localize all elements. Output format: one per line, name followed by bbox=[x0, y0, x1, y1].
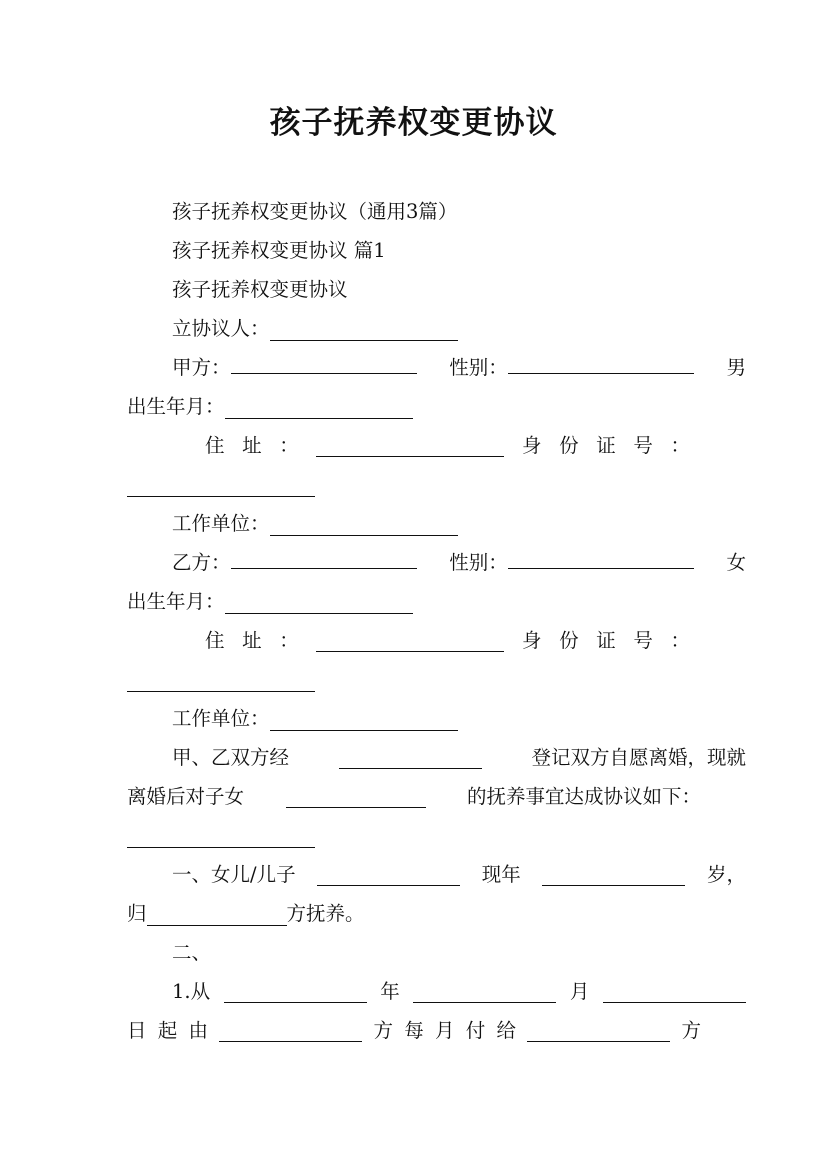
party-a-name-blank[interactable] bbox=[231, 351, 417, 374]
party-b-gender-blank[interactable] bbox=[508, 546, 694, 569]
party-b-birth-blank[interactable] bbox=[225, 591, 413, 614]
party-b-work-label: 工作单位： bbox=[172, 707, 270, 730]
address-char: 址 bbox=[242, 434, 262, 457]
party-a-birth-blank[interactable] bbox=[225, 396, 413, 419]
children-line bbox=[127, 777, 701, 816]
clause-2-1-text: 给 bbox=[496, 1019, 516, 1042]
agreement-heading-text: 孩子抚养权变更协议 bbox=[172, 278, 348, 301]
clause-2-1-text: 由 bbox=[188, 1019, 209, 1042]
child-name-blank[interactable] bbox=[317, 863, 460, 886]
party-a-gender-label: 性别： bbox=[449, 356, 508, 379]
clause-2-1-text: 起 bbox=[157, 1019, 178, 1042]
section-heading-text: 孩子抚养权变更协议 篇1 bbox=[172, 239, 386, 262]
registration-text: 登记双方自愿离婚，现就 bbox=[531, 746, 746, 769]
colon-text: ： bbox=[670, 629, 690, 652]
party-b-id-line bbox=[127, 660, 701, 699]
party-b-line bbox=[127, 543, 746, 582]
party-a-line bbox=[127, 348, 746, 387]
clause-2-1-text: 付 bbox=[465, 1019, 486, 1042]
clause-1-continue-line bbox=[127, 894, 701, 933]
party-b-work-blank[interactable] bbox=[270, 708, 458, 731]
party-b-address-line bbox=[205, 621, 690, 660]
address-char: 住 bbox=[205, 629, 225, 652]
child-age-blank[interactable] bbox=[542, 863, 685, 886]
children-text: 的抚养事宜达成协议如下： bbox=[466, 785, 701, 808]
clause-2-line bbox=[127, 933, 746, 972]
id-char: 证 bbox=[596, 629, 616, 652]
id-char: 份 bbox=[559, 434, 579, 457]
id-char: 号 bbox=[633, 629, 653, 652]
clause-1-text: 一、女儿/儿子 bbox=[172, 863, 296, 886]
receiving-party-blank[interactable] bbox=[527, 1019, 670, 1042]
colon-text: ： bbox=[279, 629, 299, 652]
party-a-label: 甲方： bbox=[172, 356, 231, 379]
clause-1-text: 方抚养。 bbox=[286, 902, 365, 925]
registration-line bbox=[127, 738, 746, 777]
colon-text: ： bbox=[670, 434, 690, 457]
party-a-birth-label: 出生年月： bbox=[127, 395, 225, 418]
party-b-gender-label: 性别： bbox=[449, 551, 508, 574]
month-blank[interactable] bbox=[413, 980, 556, 1003]
clause-2-1-text: 月 bbox=[434, 1019, 455, 1042]
party-b-work-line bbox=[127, 699, 746, 738]
subtitle-line bbox=[127, 192, 746, 231]
agreement-heading bbox=[127, 270, 746, 309]
children-blank[interactable] bbox=[286, 785, 426, 808]
registration-place-blank[interactable] bbox=[339, 746, 482, 769]
registration-text: 甲、乙双方经 bbox=[172, 746, 290, 769]
id-char: 证 bbox=[596, 434, 616, 457]
party-a-address-blank[interactable] bbox=[316, 434, 504, 457]
clause-1-text: 现年 bbox=[481, 863, 521, 886]
address-char: 住 bbox=[205, 434, 225, 457]
paying-party-blank[interactable] bbox=[219, 1019, 362, 1042]
children-continue-blank[interactable] bbox=[127, 825, 315, 848]
clause-2-text: 二、 bbox=[172, 941, 212, 964]
party-b-birth-line bbox=[127, 582, 701, 621]
year-blank[interactable] bbox=[224, 980, 367, 1003]
clause-2-1-text: 方 bbox=[681, 1019, 701, 1042]
clause-2-1-text: 日 bbox=[127, 1019, 147, 1042]
day-blank[interactable] bbox=[603, 980, 746, 1003]
party-b-name-blank[interactable] bbox=[231, 546, 417, 569]
address-char: 址 bbox=[242, 629, 262, 652]
clause-1-text: 岁， bbox=[706, 863, 746, 886]
party-b-address-blank[interactable] bbox=[316, 629, 504, 652]
clause-2-1-text: 月 bbox=[569, 980, 590, 1003]
custody-party-blank[interactable] bbox=[147, 903, 287, 926]
party-line bbox=[127, 309, 746, 348]
female-text: 女 bbox=[726, 551, 746, 574]
section-heading bbox=[127, 231, 746, 270]
party-a-birth-line bbox=[127, 387, 701, 426]
clause-2-1-text: 每 bbox=[404, 1019, 424, 1042]
clause-2-1-text: 方 bbox=[373, 1019, 393, 1042]
clause-1-line bbox=[127, 855, 746, 894]
party-a-work-blank[interactable] bbox=[270, 513, 458, 536]
id-char: 号 bbox=[633, 434, 653, 457]
children-continue-line bbox=[127, 816, 701, 855]
clause-2-1-text: 年 bbox=[380, 980, 400, 1003]
clause-1-text: 归 bbox=[127, 902, 147, 925]
party-a-id-blank[interactable] bbox=[127, 474, 315, 497]
document-title: 孩子抚养权变更协议 bbox=[269, 105, 558, 141]
party-b-id-blank[interactable] bbox=[127, 669, 315, 692]
male-text: 男 bbox=[726, 356, 746, 379]
party-b-label: 乙方： bbox=[172, 551, 231, 574]
party-a-gender-blank[interactable] bbox=[508, 351, 694, 374]
clause-2-1-text: 1.从 bbox=[172, 980, 211, 1003]
id-char: 身 bbox=[521, 434, 542, 457]
id-char: 份 bbox=[559, 629, 579, 652]
party-blank[interactable] bbox=[270, 318, 458, 341]
id-char: 身 bbox=[521, 629, 542, 652]
children-text: 离婚后对子女 bbox=[127, 785, 245, 808]
colon-text: ： bbox=[279, 434, 299, 457]
party-a-work-label: 工作单位： bbox=[172, 512, 270, 535]
party-a-work-line bbox=[127, 504, 746, 543]
party-a-address-line bbox=[205, 426, 690, 465]
clause-2-1-line bbox=[127, 972, 746, 1011]
subtitle-text: 孩子抚养权变更协议（通用3篇） bbox=[172, 200, 458, 223]
party-a-id-line bbox=[127, 465, 701, 504]
party-label: 立协议人： bbox=[172, 317, 270, 340]
clause-2-1-continue-line bbox=[127, 1011, 701, 1050]
party-b-birth-label: 出生年月： bbox=[127, 590, 225, 613]
